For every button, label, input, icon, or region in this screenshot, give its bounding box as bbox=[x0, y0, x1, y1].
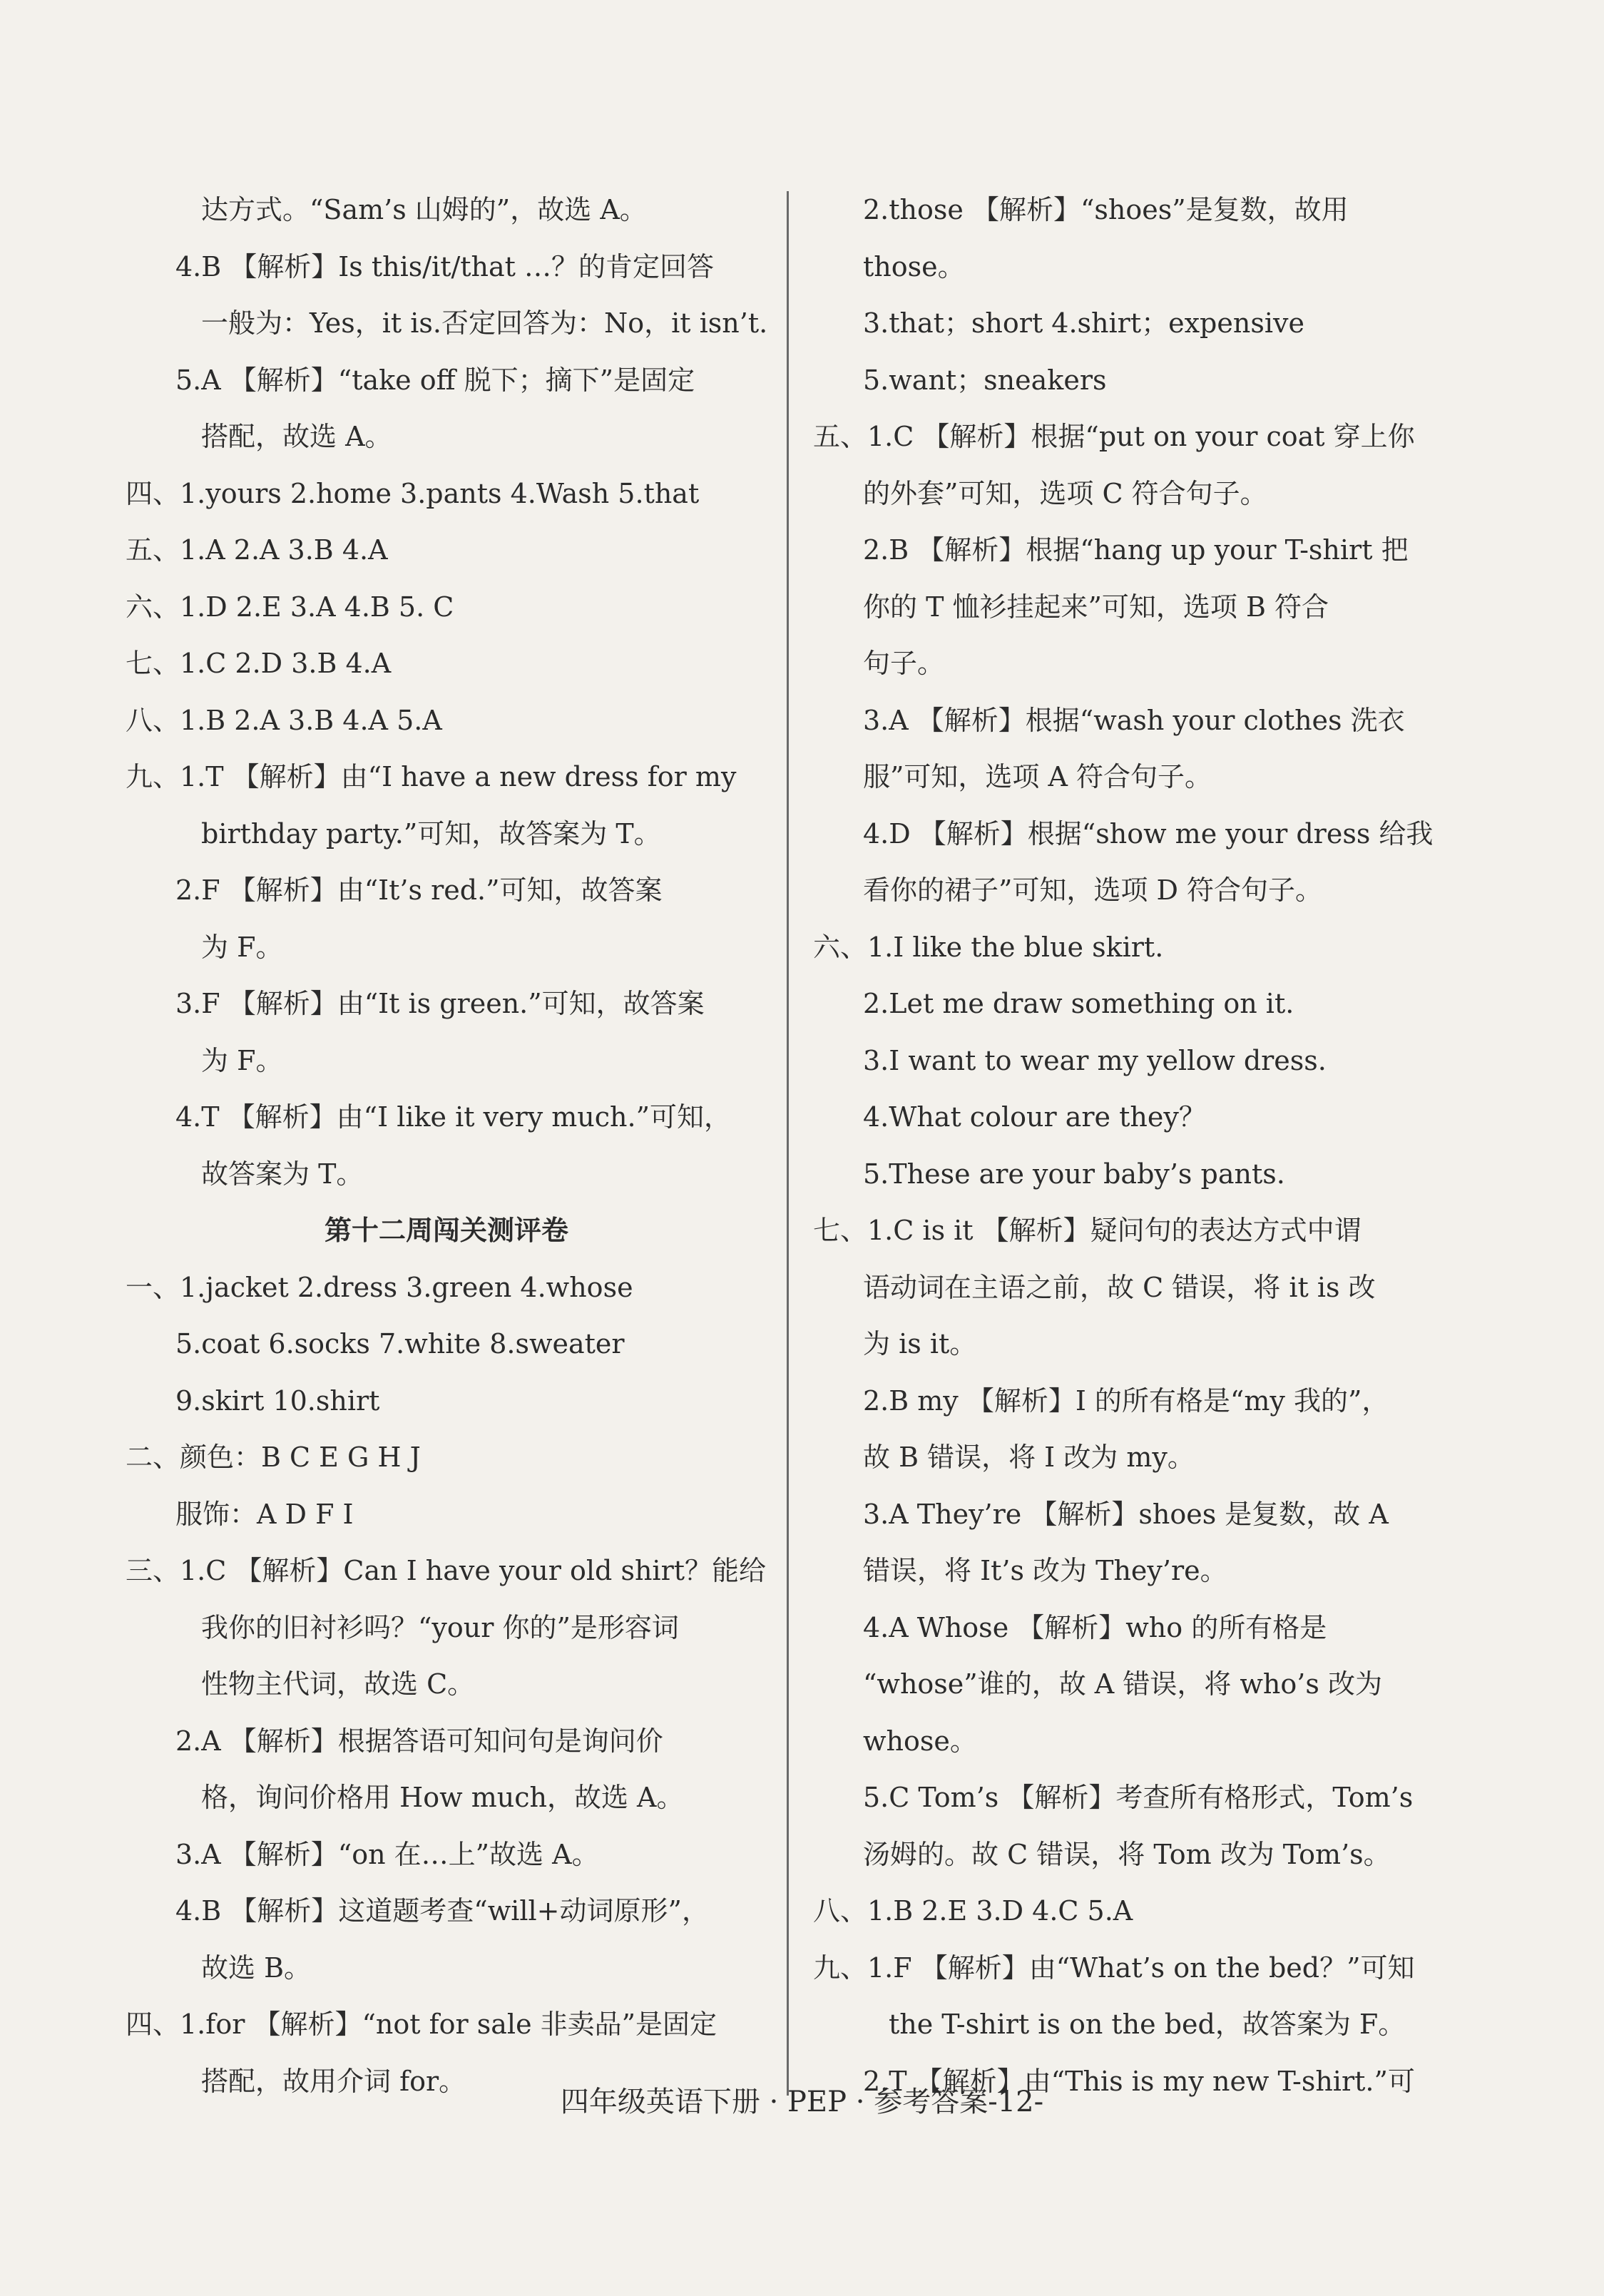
page-footer: 四年级英语下册 · PEP · 参考答案-12- bbox=[560, 2086, 1044, 2118]
left-column-line: 服饰：A D F I bbox=[175, 1498, 354, 1530]
right-column-line: 的外套”可知，选项 C 符合句子。 bbox=[863, 477, 1267, 509]
left-column-line: 我你的旧衬衫吗？“your 你的”是形容词 bbox=[201, 1611, 679, 1643]
left-column-line: 搭配，故选 A。 bbox=[201, 421, 392, 452]
left-column-line: 4.T 【解析】由“I like it very much.”可知， bbox=[175, 1101, 732, 1133]
left-column-line: 故答案为 T。 bbox=[201, 1158, 364, 1190]
left-column-line: 故选 B。 bbox=[201, 1951, 312, 1984]
left-column-line: 5.A 【解析】“take off 脱下；摘下”是固定 bbox=[175, 364, 695, 396]
left-column-line: birthday party.”可知，故答案为 T。 bbox=[201, 817, 661, 849]
left-column-line: 一、1.jacket 2.dress 3.green 4.whose bbox=[126, 1271, 633, 1303]
left-column-line: 四、1.for 【解析】“not for sale 非卖品”是固定 bbox=[126, 2009, 717, 2040]
right-column-line: 你的 T 恤衫挂起来”可知，选项 B 符合 bbox=[863, 591, 1329, 623]
right-column-line: 2.B my 【解析】I 的所有格是“my 我的”， bbox=[863, 1384, 1389, 1417]
right-column-line: 六、1.I like the blue skirt. bbox=[813, 931, 1164, 963]
left-column-line: 2.A 【解析】根据答语可知问句是询问价 bbox=[175, 1725, 663, 1757]
right-column-line: 3.I want to wear my yellow dress. bbox=[863, 1044, 1327, 1076]
right-column-line: 八、1.B 2.E 3.D 4.C 5.A bbox=[813, 1895, 1133, 1927]
left-column-line: 4.B 【解析】Is this/it/that …？的肯定回答 bbox=[175, 250, 715, 282]
right-column-line: 语动词在主语之前，故 C 错误，将 it is 改 bbox=[863, 1271, 1376, 1303]
left-column-line: 为 F。 bbox=[201, 931, 283, 963]
right-column-line: 5.These are your baby’s pants. bbox=[863, 1158, 1285, 1190]
left-column-line: 三、1.C 【解析】Can I have your old shirt？能给 bbox=[126, 1555, 767, 1586]
right-column-line: “whose”谁的，故 A 错误，将 who’s 改为 bbox=[863, 1668, 1382, 1700]
right-column-line: 句子。 bbox=[863, 648, 945, 679]
left-column-line: 3.F 【解析】由“It is green.”可知，故答案 bbox=[175, 988, 705, 1019]
right-column-line: 错误，将 It’s 改为 They’re。 bbox=[863, 1555, 1227, 1586]
left-column-line: 2.F 【解析】由“It’s red.”可知，故答案 bbox=[175, 874, 663, 906]
right-column-line: 九、1.F 【解析】由“What’s on the bed？”可知 bbox=[813, 1951, 1415, 1984]
right-column-line: 4.D 【解析】根据“show me your dress 给我 bbox=[863, 817, 1434, 849]
left-column-line: 3.A 【解析】“on 在…上”故选 A。 bbox=[175, 1838, 599, 1870]
right-column-line: 2.Let me draw something on it. bbox=[863, 988, 1294, 1019]
left-column-line: 性物主代词，故选 C。 bbox=[201, 1668, 475, 1700]
right-column-line: 故 B 错误，将 I 改为 my。 bbox=[863, 1442, 1195, 1473]
left-column-line: 二、颜色：B C E G H J bbox=[126, 1442, 421, 1473]
left-column-line: 五、1.A 2.A 3.B 4.A bbox=[126, 534, 388, 566]
right-column-line: 七、1.C is it 【解析】疑问句的表达方式中谓 bbox=[813, 1215, 1362, 1246]
left-column-line: 四、1.yours 2.home 3.pants 4.Wash 5.that bbox=[126, 477, 700, 509]
right-column-line: 3.that；short 4.shirt；expensive bbox=[863, 307, 1304, 339]
right-column-line: 4.A Whose 【解析】who 的所有格是 bbox=[863, 1611, 1327, 1643]
left-column-line: 一般为：Yes，it is.否定回答为：No，it isn’t. bbox=[201, 307, 768, 339]
left-column-line: 九、1.T 【解析】由“I have a new dress for my bbox=[126, 761, 737, 792]
right-column-line: 五、1.C 【解析】根据“put on your coat 穿上你 bbox=[813, 421, 1415, 452]
right-column-line: 3.A 【解析】根据“wash your clothes 洗衣 bbox=[863, 704, 1405, 736]
left-column-line: 4.B 【解析】这道题考查“will+动词原形”， bbox=[175, 1895, 709, 1927]
right-column-line: 2.T 【解析】由“This is my new T-shirt.”可 bbox=[863, 2065, 1415, 2097]
left-column-line: 5.coat 6.socks 7.white 8.sweater bbox=[175, 1328, 625, 1359]
left-column-line: 六、1.D 2.E 3.A 4.B 5. C bbox=[126, 591, 454, 623]
left-column-line: 八、1.B 2.A 3.B 4.A 5.A bbox=[126, 704, 442, 736]
left-column-line: 搭配，故用介词 for。 bbox=[201, 2065, 466, 2097]
right-column-line: 4.What colour are they？ bbox=[863, 1101, 1206, 1133]
left-column-line: 9.skirt 10.shirt bbox=[175, 1384, 380, 1417]
right-column-line: 2.B 【解析】根据“hang up your T-shirt 把 bbox=[863, 534, 1409, 566]
right-column-line: those。 bbox=[863, 250, 965, 282]
right-column-line: 5.want；sneakers bbox=[863, 364, 1107, 396]
right-column-line: whose。 bbox=[863, 1725, 977, 1757]
right-column-line: 2.those 【解析】“shoes”是复数，故用 bbox=[863, 194, 1349, 225]
column-divider bbox=[787, 191, 789, 2096]
right-column-line: 为 is it。 bbox=[863, 1328, 977, 1359]
left-column-line: 格，询问价格用 How much，故选 A。 bbox=[201, 1782, 684, 1813]
right-column-line: 看你的裙子”可知，选项 D 符合句子。 bbox=[863, 874, 1323, 906]
right-column-line: 汤姆的。故 C 错误，将 Tom 改为 Tom’s。 bbox=[863, 1838, 1391, 1870]
right-column-line: 5.C Tom’s 【解析】考查所有格形式，Tom’s bbox=[863, 1782, 1414, 1813]
left-column-line: 达方式。“Sam’s 山姆的”，故选 A。 bbox=[201, 194, 647, 225]
right-column-line: 3.A They’re 【解析】shoes 是复数，故 A bbox=[863, 1498, 1389, 1530]
right-column-line: 服”可知，选项 A 符合句子。 bbox=[863, 761, 1212, 792]
left-column-line: 七、1.C 2.D 3.B 4.A bbox=[126, 648, 392, 679]
right-column-line: the T-shirt is on the bed，故答案为 F。 bbox=[889, 2009, 1406, 2040]
left-column-line: 为 F。 bbox=[201, 1044, 283, 1076]
left-column-line: 第十二周闯关测评卷 bbox=[324, 1215, 568, 1246]
